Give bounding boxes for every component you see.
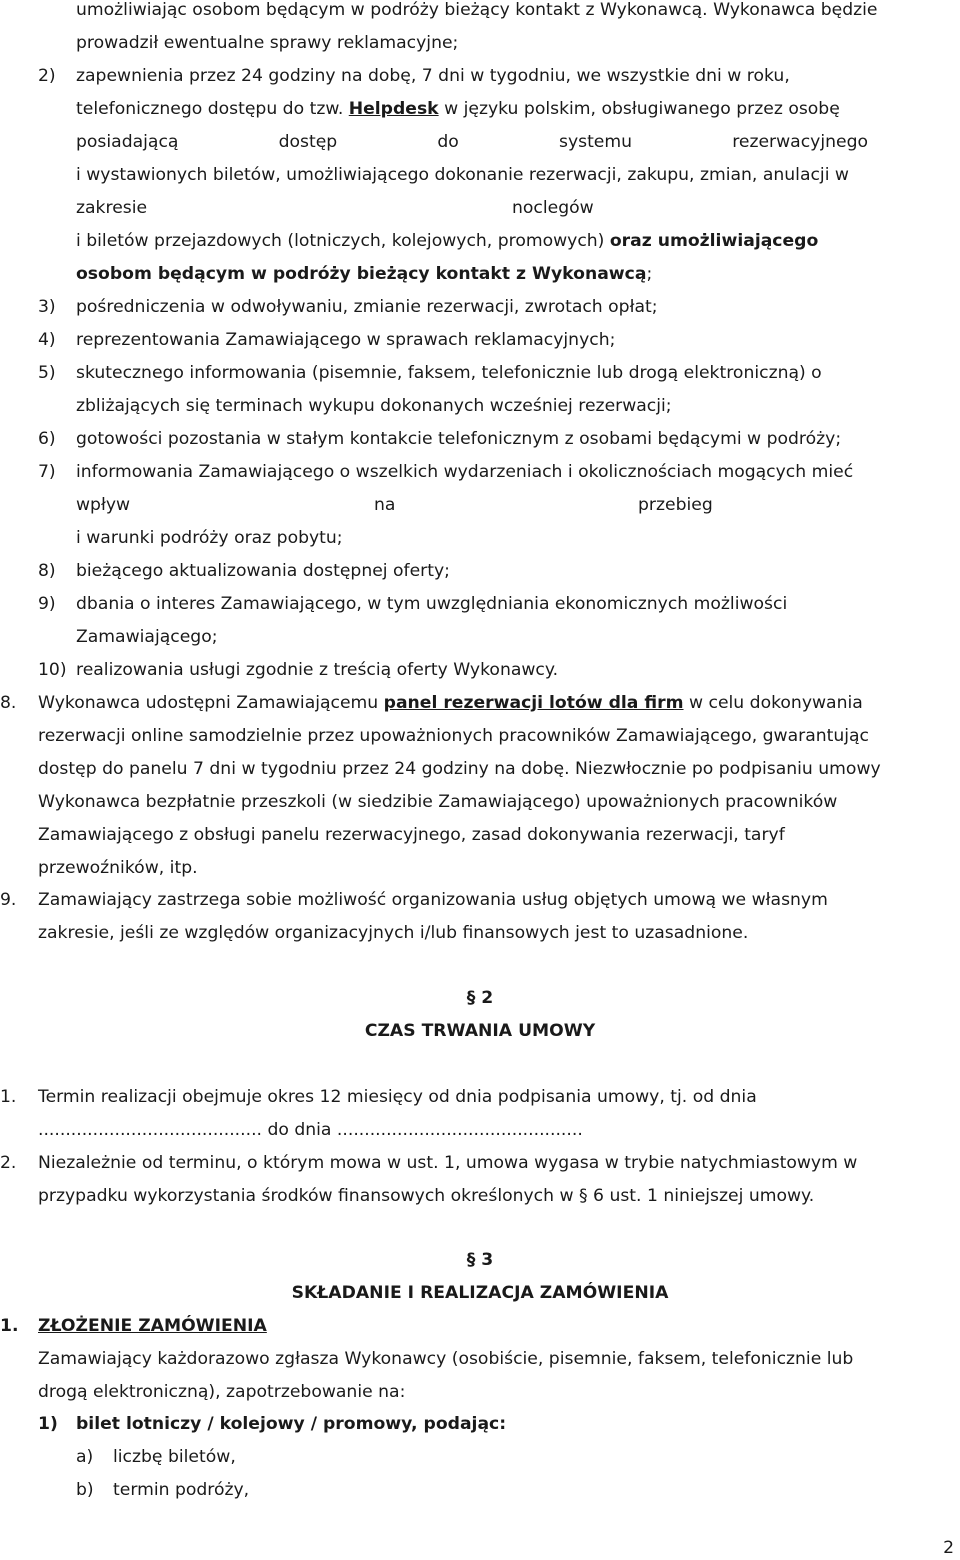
item-number: 9) <box>38 594 56 614</box>
point-number: 9. <box>0 890 17 910</box>
item-text <box>76 264 652 284</box>
text-run: w celu dokonywania <box>683 693 863 713</box>
word: systemu <box>558 132 633 152</box>
continuation-line: prowadził ewentualne sprawy reklamacyjne; <box>76 33 459 53</box>
item-text: zapewnienia przez 24 godziny na dobę, 7 dni w tygodniu, we wszystkie dni w roku, <box>76 66 790 86</box>
bold-text: oraz umożliwiającego <box>609 231 819 251</box>
item-text: zbliżających się terminach wykupu dokonanych wcześniej rezerwacji; <box>76 396 672 416</box>
word: dostęp <box>278 132 338 152</box>
point-text: ......................................... do dnia ............................................. <box>38 1120 583 1140</box>
panel-link[interactable]: panel rezerwacji lotów dla firm <box>383 693 684 713</box>
item-heading: bilet lotniczy / kolejowy / promowy, podając: <box>76 1414 507 1434</box>
item-text: gotowości pozostania w stałym kontakcie telefonicznym z osobami będącymi w podróży; <box>76 429 842 449</box>
item-text: na <box>374 495 396 515</box>
section-symbol: § 3 <box>466 1250 494 1270</box>
item-text <box>76 99 840 119</box>
word: do <box>437 132 459 152</box>
point-text <box>38 693 863 713</box>
item-number: 8) <box>38 561 56 581</box>
point-text: przypadku wykorzystania środków finansowych określonych w § 6 ust. 1 niniejszej umowy. <box>38 1186 815 1206</box>
point-text: Zamawiający każdorazowo zgłasza Wykonawcy (osobiście, pisemnie, faksem, telefonicznie lub <box>38 1349 854 1369</box>
point-text: zakresie, jeśli ze względów organizacyjnych i/lub finansowych jest to uzasadnione. <box>38 923 749 943</box>
section-title: CZAS TRWANIA UMOWY <box>364 1021 596 1041</box>
page-number: 2 <box>943 1538 954 1558</box>
item-text: wpływ <box>76 495 131 515</box>
text-run: ; <box>646 264 653 284</box>
item-number: 2) <box>38 66 56 86</box>
sub-text: termin podróży, <box>113 1480 250 1500</box>
text-run: Wykonawca udostępni Zamawiającemu <box>38 693 384 713</box>
item-text: i warunki podróży oraz pobytu; <box>76 528 343 548</box>
word: rezerwacyjnego <box>732 132 868 152</box>
point-text: rezerwacji online samodzielnie przez upoważnionych pracowników Zamawiającego, gwarantując <box>38 726 870 746</box>
point-text: Termin realizacji obejmuje okres 12 miesięcy od dnia podpisania umowy, tj. od dnia <box>38 1087 757 1107</box>
item-number: 4) <box>38 330 56 350</box>
item-text: przebieg <box>638 495 713 515</box>
point-text: przewoźników, itp. <box>38 858 198 878</box>
item-text: skutecznego informowania (pisemnie, faksem, telefonicznie lub drogą elektroniczną) o <box>76 363 822 383</box>
point-text: drogą elektroniczną), zapotrzebowanie na: <box>38 1382 406 1402</box>
text-run: w języku polskim, obsługiwanego przez osobę <box>438 99 840 119</box>
item-text: zakresie <box>76 198 148 218</box>
section-symbol: § 2 <box>466 988 494 1008</box>
item-number: 10) <box>38 660 67 680</box>
item-number: 7) <box>38 462 56 482</box>
point-number: 2. <box>0 1153 17 1173</box>
item-number: 1) <box>38 1414 58 1434</box>
sub-text: liczbę biletów, <box>113 1447 236 1467</box>
helpdesk-term: Helpdesk <box>348 99 439 119</box>
item-text: bieżącego aktualizowania dostępnej oferty; <box>76 561 450 581</box>
item-text: i wystawionych biletów, umożliwiającego dokonanie rezerwacji, zakupu, zmian, anulacji w <box>76 165 849 185</box>
subsection-heading: ZŁOŻENIE ZAMÓWIENIA <box>38 1316 267 1336</box>
item-text: informowania Zamawiającego o wszelkich wydarzeniach i okolicznościach mogących mieć <box>76 462 854 482</box>
point-text: Zamawiający zastrzega sobie możliwość organizowania usług objętych umową we własnym <box>38 890 828 910</box>
point-text: dostęp do panelu 7 dni w tygodniu przez 24 godziny na dobę. Niezwłocznie po podpisaniu umowy <box>38 759 881 779</box>
bold-text: osobom będącym w podróży bieżący kontakt z Wykonawcą <box>76 264 647 284</box>
word: posiadającą <box>76 132 179 152</box>
point-number: 1. <box>0 1316 19 1336</box>
point-text: Niezależnie od terminu, o którym mowa w ust. 1, umowa wygasa w trybie natychmiastowym w <box>38 1153 858 1173</box>
text-run: telefonicznego dostępu do tzw. <box>76 99 349 119</box>
continuation-line: umożliwiając osobom będącym w podróży bieżący kontakt z Wykonawcą. Wykonawca będzie <box>76 0 878 20</box>
item-text: realizowania usługi zgodnie z treścią oferty Wykonawcy. <box>76 660 559 680</box>
point-text: Wykonawca bezpłatnie przeszkoli (w siedzibie Zamawiającego) upoważnionych pracowników <box>38 792 838 812</box>
point-text: Zamawiającego z obsługi panelu rezerwacyjnego, zasad dokonywania rezerwacji, taryf <box>38 825 785 845</box>
item-text: Zamawiającego; <box>76 627 218 647</box>
item-text <box>76 231 818 251</box>
justified-line <box>76 132 868 152</box>
item-text: reprezentowania Zamawiającego w sprawach reklamacyjnych; <box>76 330 616 350</box>
item-text: pośredniczenia w odwoływaniu, zmianie rezerwacji, zwrotach opłat; <box>76 297 658 317</box>
point-number: 8. <box>0 693 17 713</box>
item-text: noclegów <box>512 198 594 218</box>
section-title: SKŁADANIE I REALIZACJA ZAMÓWIENIA <box>291 1283 669 1303</box>
item-text: dbania o interes Zamawiającego, w tym uwzględniania ekonomicznych możliwości <box>76 594 788 614</box>
text-run: i biletów przejazdowych (lotniczych, kolejowych, promowych) <box>76 231 610 251</box>
sub-letter: a) <box>76 1447 94 1467</box>
point-number: 1. <box>0 1087 17 1107</box>
item-number: 5) <box>38 363 56 383</box>
item-number: 3) <box>38 297 56 317</box>
sub-letter: b) <box>76 1480 94 1500</box>
item-number: 6) <box>38 429 56 449</box>
